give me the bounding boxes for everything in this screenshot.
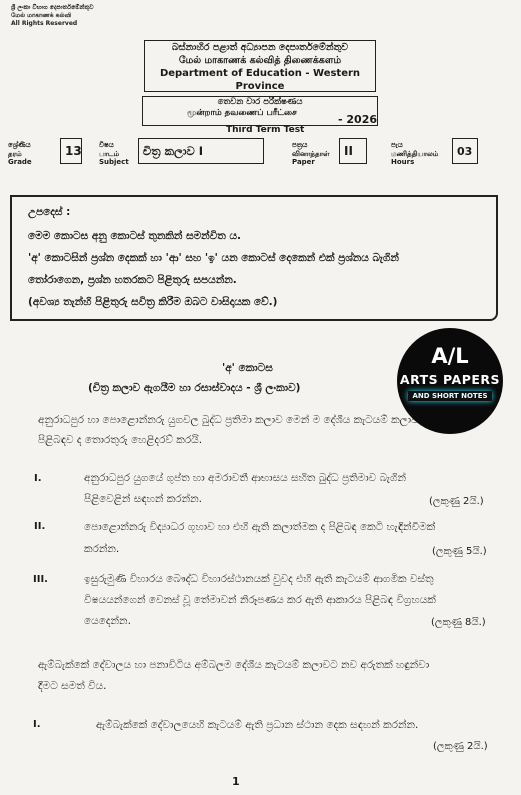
hours-labels: පැය மணித்தியாலம் Hours <box>391 141 439 166</box>
q1-item-text: විෂයයන්ගෙන් වෙනස් වූ තේමාවන් නිරූපණය කර ඇති ආකාරය පිළිබඳ විග්‍රහයක් <box>84 594 436 606</box>
instructions-heading: උපදෙස් : <box>28 206 71 218</box>
q1-item-text: ඉසුරුමුණි විහාරය බෞද්ධ විහාරස්ථානයක් වුවද එහි ඇති කැටයම් ආගමික වස්තු <box>84 573 434 585</box>
all-rights-reserved: All Rights Reserved <box>11 20 78 27</box>
q2-item-marks: (ලකුණු 2යි.) <box>433 741 488 752</box>
department-header <box>144 40 376 92</box>
q2-intro-line: ඇම්බැක්කේ දේවාලය හා පනාවිටිය අම්බලම දේශීය කැටයම් කලාවට නව අරුතක් හඳුන්වා <box>38 659 430 671</box>
instructions-box <box>10 195 498 321</box>
copyright-line-1: ශ්‍රී ලංකා විභාග දෙපාර්තමේන්තුව <box>11 4 94 11</box>
q2-intro-line: දීමට සමත් විය. <box>38 680 107 692</box>
paper-value: II <box>339 138 367 164</box>
q1-item-number: I. <box>34 473 42 484</box>
term-tamil: மூன்றாம் தவணைப் பரீட்சை <box>187 108 297 118</box>
q2-item-text: ඇම්බැක්කේ දේවාලයෙහි කැටයම් ඇති ප්‍රධාන ස්ථාන දෙක සඳහන් කරන්න. <box>96 719 419 731</box>
q1-item-marks: (ලකුණු 5යි.) <box>432 546 487 557</box>
term-sinhala: තෙවන වාර පරීක්ෂණය <box>217 97 303 107</box>
q1-item-marks: (ලකුණු 2යි.) <box>429 496 484 507</box>
header-sinhala: බස්නාහිර පළාත් අධ්‍යාපන දෙපාර්තමේන්තුව <box>171 42 349 53</box>
q1-item-text: අනුරාධපුර යුගයේ ගුප්ත හා අමරාවතී ආභාසය සහිත බුද්ධ ප්‍රතිමාව බැගින් <box>84 472 407 484</box>
exam-year: - 2026 <box>338 113 378 126</box>
copyright-line-2: மேல் மாகாணக் கல்வி <box>11 12 72 19</box>
header-english: Department of Education - Western Province <box>159 68 361 92</box>
q1-intro-line: අනුරාධපුර හා පොළොන්නරු යුගවල බුද්ධ ප්‍රතිමා කලාව මෙන් ම දේශීය කැටයම් කලාව <box>38 414 419 426</box>
grade-labels: ශ්‍රේණිය தரம் Grade <box>8 141 32 166</box>
subject-labels: විෂය பாடம் Subject <box>99 141 129 166</box>
hours-value: 03 <box>452 138 478 164</box>
section-title: 'අ' කොටස <box>222 362 273 374</box>
subject-value: චිත්‍ර කලාව I <box>138 138 264 164</box>
q2-item-number: I. <box>33 719 41 730</box>
q1-item-text: පොළොන්නරු විද්‍යාධර ගුහාව හා එහි ඇති කලාත්මක ද පිළිබඳ කෙටි හැඳින්වීමක් <box>84 521 436 533</box>
badge-arts-papers: ARTS PAPERS <box>399 372 501 387</box>
instruction-line: මෙම කොටස අනු කොටස් තුනකින් සමන්විත ය. <box>28 230 241 242</box>
q1-item-number: II. <box>34 521 46 532</box>
q1-item-marks: (ලකුණු 8යි.) <box>431 617 486 628</box>
header-tamil: மேல் மாகாணக் கல்வித் திணைக்களம் <box>178 55 342 66</box>
instruction-line: තෝරාගෙන, ප්‍රශ්න හතරකට පිළිතුරු සපයන්න. <box>28 274 237 286</box>
q1-intro-line: පිළිබඳව ද තොරතුරු හෙළිදරව් කරයි. <box>38 434 203 446</box>
section-subtitle: (චිත්‍ර කලාව ඇගයීම හා රසාස්වාදය - ශ්‍රී ලංකාව) <box>88 382 301 394</box>
badge-al: A/L <box>431 344 469 368</box>
q1-item-number: III. <box>33 574 48 585</box>
term-english: Third Term Test <box>226 125 305 135</box>
page-number: 1 <box>232 775 240 788</box>
q1-item-text: පිළිවෙළින් සඳහන් කරන්න. <box>84 493 202 505</box>
grade-value: 13 <box>60 138 82 164</box>
instruction-line: (අවශ්‍ය තැන්හි පිළිතුරු සවිත්‍ර කිරීම ඔබට වාසිදායක වේ.) <box>28 296 278 308</box>
instruction-line: 'අ' කොටසින් ප්‍රශ්න දෙකක් හා 'ආ' සහ 'ඉ' යන කොටස් දෙකෙන් එක් ප්‍රශ්නය බැගින් <box>28 252 399 264</box>
q1-item-text: යෙදෙන්න. <box>84 615 131 627</box>
q1-item-text: කරන්න. <box>84 543 120 555</box>
paper-labels: පත්‍රය வினாத்தாள் Paper <box>292 141 330 166</box>
badge-short-notes: AND SHORT NOTES <box>408 391 492 401</box>
